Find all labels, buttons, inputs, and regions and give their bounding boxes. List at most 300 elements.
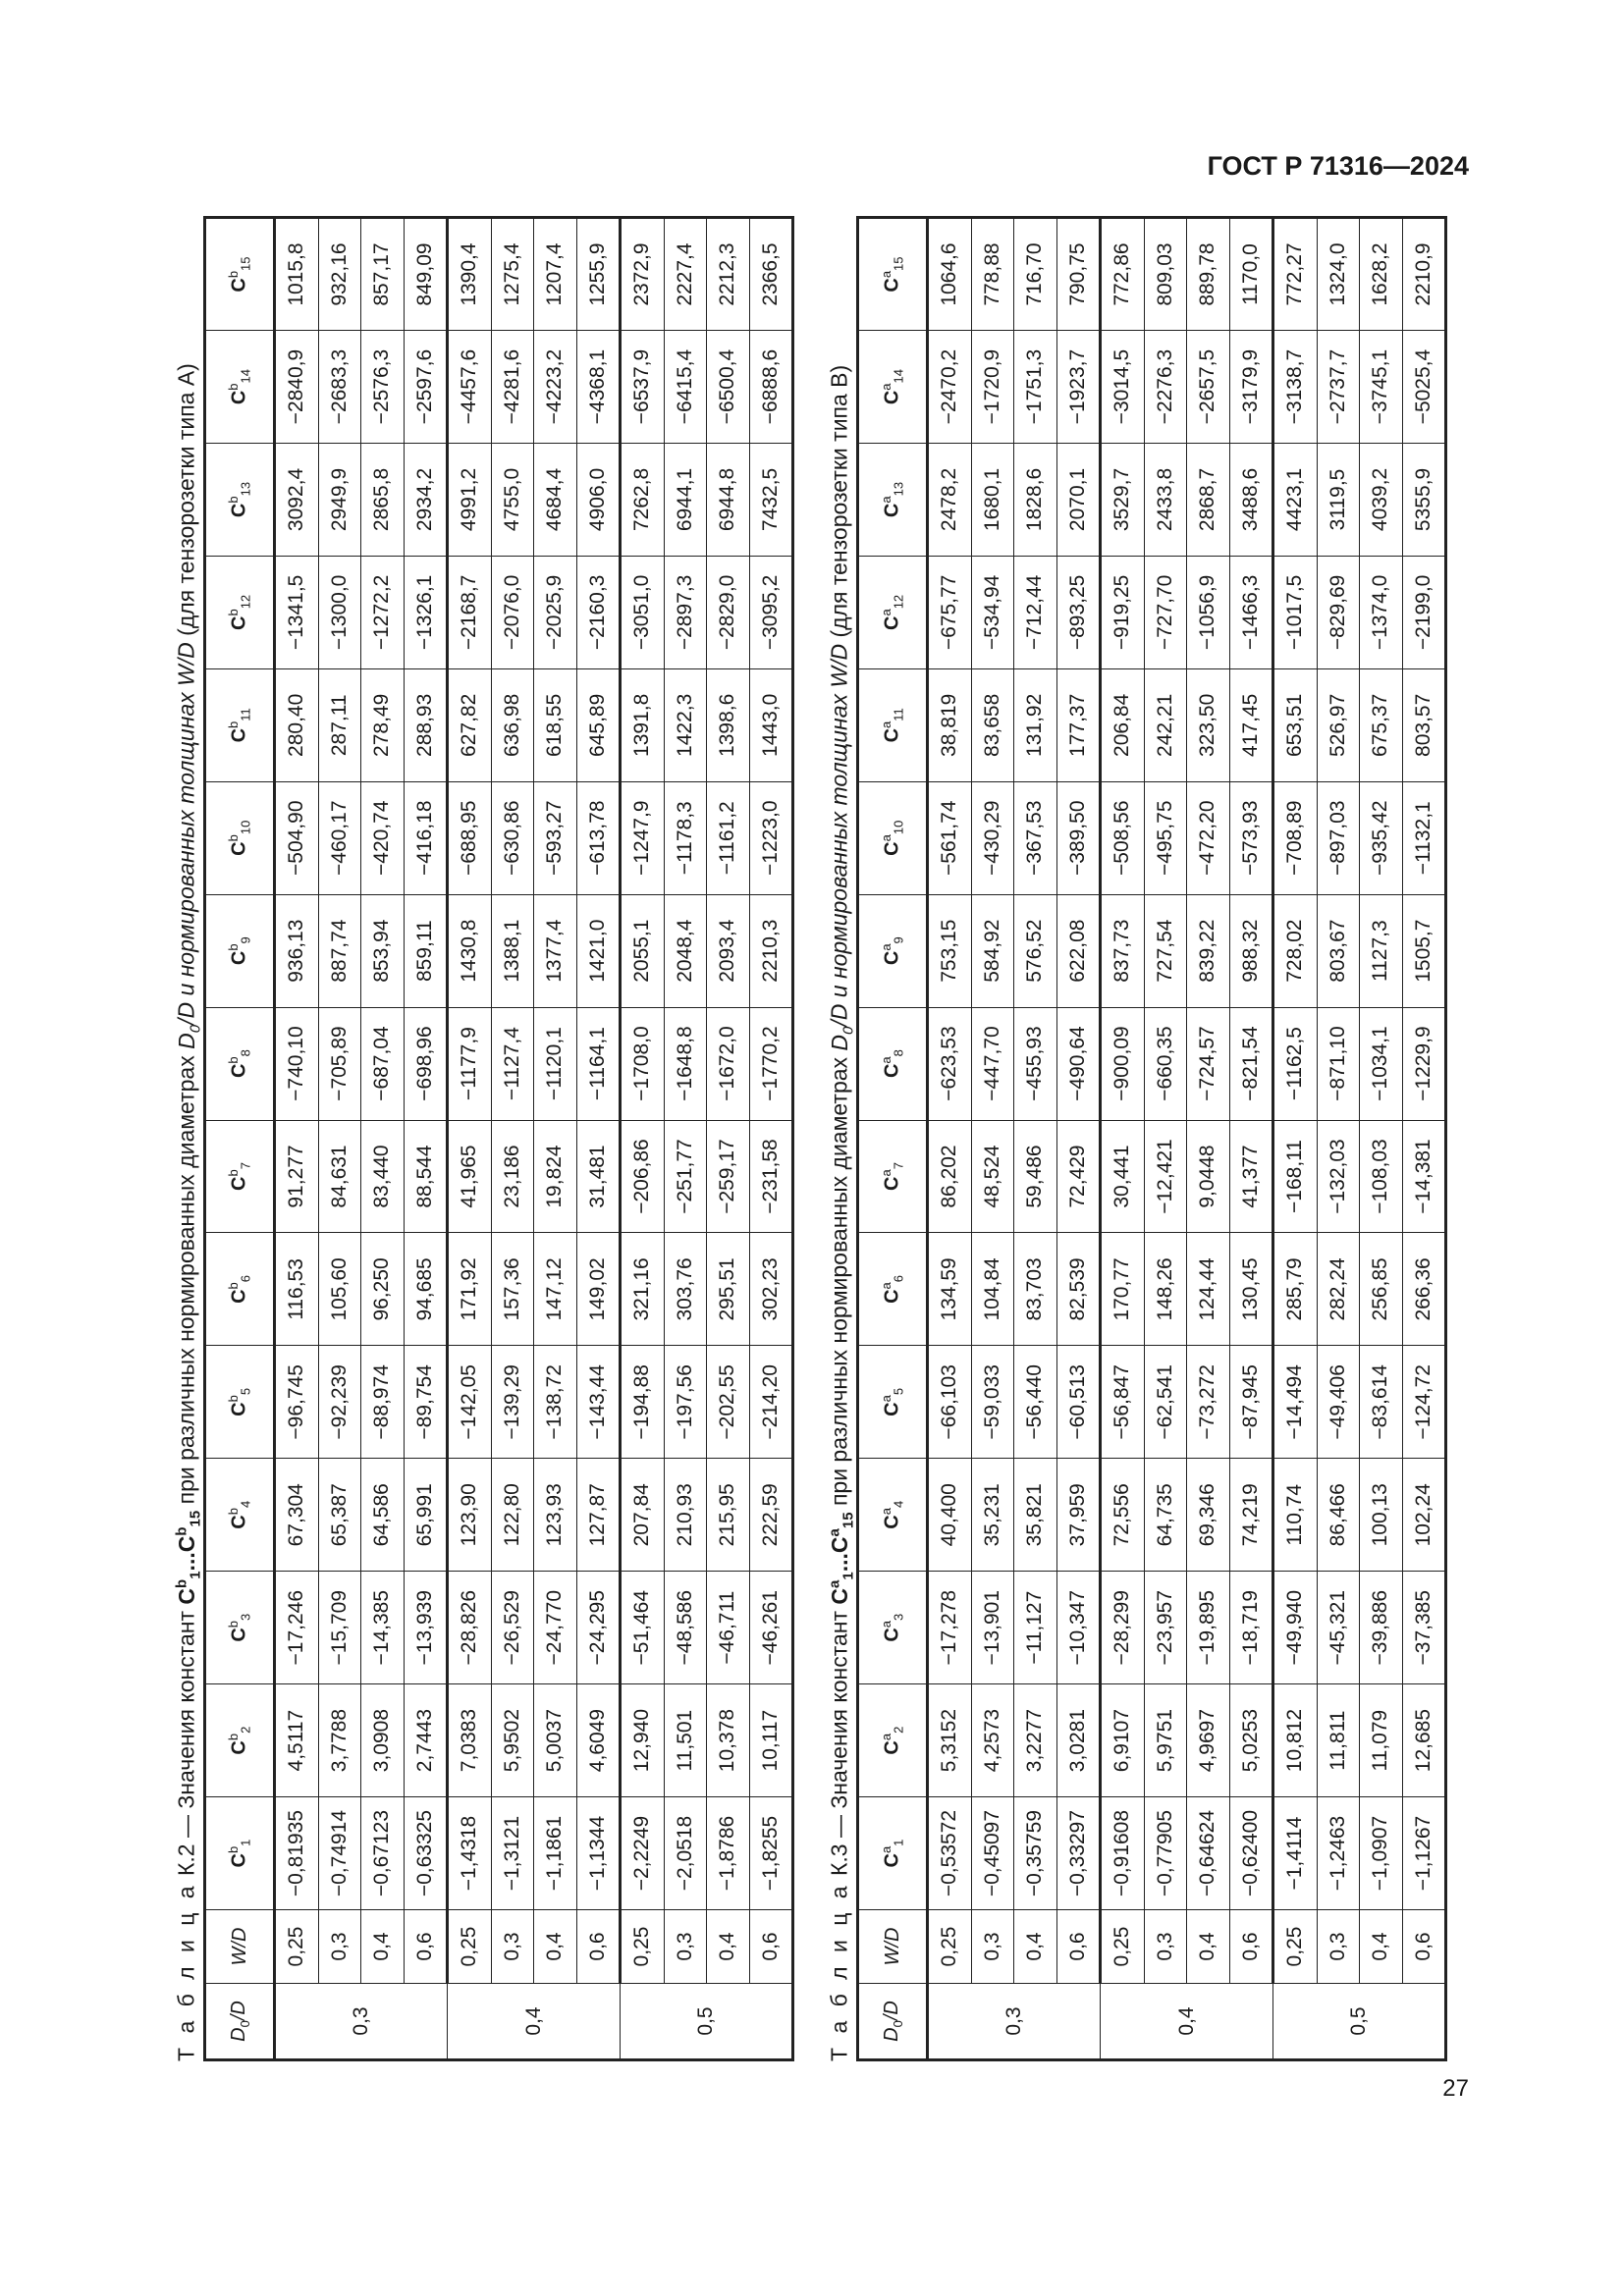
cell-value: −1272,2 xyxy=(361,556,405,668)
col-header-c3: $C^a_3$ xyxy=(858,1572,928,1684)
col-header-wd: W/D xyxy=(858,1910,928,1984)
cell-value: −0,91608 xyxy=(1101,1797,1145,1910)
cell-value: −28,826 xyxy=(448,1572,492,1684)
cell-wd: 0,3 xyxy=(971,1910,1014,1984)
table-k2-block xyxy=(164,216,782,2061)
cell-value: 86,202 xyxy=(928,1120,972,1233)
cell-value: 110,74 xyxy=(1273,1459,1318,1572)
cell-value: 803,67 xyxy=(1317,894,1360,1007)
cell-value: −389,50 xyxy=(1056,781,1101,894)
cell-value: 4755,0 xyxy=(491,444,534,557)
table-row xyxy=(749,218,793,2060)
cell-value: 295,51 xyxy=(707,1233,750,1346)
cell-value: 1422,3 xyxy=(664,668,707,781)
caption-text-4: (для тензорозетки типа В) xyxy=(826,364,852,644)
cell-value: −3051,0 xyxy=(621,556,665,668)
col-header-c8: $C^a_8$ xyxy=(858,1007,928,1120)
cell-value: −1300,0 xyxy=(318,556,361,668)
cell-value: −897,03 xyxy=(1317,781,1360,894)
cell-value: 3,0281 xyxy=(1056,1684,1101,1797)
cell-value: −10,347 xyxy=(1056,1572,1101,1684)
cell-value: −0,77905 xyxy=(1144,1797,1187,1910)
cell-value: 105,60 xyxy=(318,1233,361,1346)
cell-value: −46,711 xyxy=(707,1572,750,1684)
cell-value: −2840,9 xyxy=(275,331,319,444)
table-body xyxy=(928,218,1446,2060)
cell-value: −1229,9 xyxy=(1402,1007,1446,1120)
cell-value: −6537,9 xyxy=(621,331,665,444)
cell-value: −1,8786 xyxy=(707,1797,750,1910)
cell-value: 3529,7 xyxy=(1101,444,1145,557)
cell-value: 622,08 xyxy=(1056,894,1101,1007)
caption-text-3: /D и нормированных толщинах xyxy=(826,687,852,1027)
cell-value: 288,93 xyxy=(404,668,448,781)
cell-value: 171,92 xyxy=(448,1233,492,1346)
cell-value: 1421,0 xyxy=(576,894,621,1007)
cell-value: 124,44 xyxy=(1187,1233,1230,1346)
cell-value: −708,89 xyxy=(1273,781,1318,894)
col-header-c4: $C^b_4$ xyxy=(205,1459,275,1572)
cell-value: −24,770 xyxy=(534,1572,577,1684)
cell-wd: 0,6 xyxy=(1229,1910,1273,1984)
cell-wd: 0,3 xyxy=(1144,1910,1187,1984)
cell-value: −1,3121 xyxy=(491,1797,534,1910)
col-header-c3: $C^b_3$ xyxy=(205,1572,275,1684)
table-row xyxy=(534,218,577,2060)
cell-value: −935,42 xyxy=(1360,781,1403,894)
table-row xyxy=(1317,218,1360,2060)
cell-value: 31,481 xyxy=(576,1120,621,1233)
col-header-c5: $C^a_5$ xyxy=(858,1346,928,1459)
cell-value: −259,17 xyxy=(707,1120,750,1233)
cell-value: −6888,6 xyxy=(749,331,793,444)
cell-value: −56,440 xyxy=(1014,1346,1057,1459)
cell-value: 11,501 xyxy=(664,1684,707,1797)
cell-value: 2055,1 xyxy=(621,894,665,1007)
cell-wd: 0,3 xyxy=(1317,1910,1360,1984)
cell-value: 1377,4 xyxy=(534,894,577,1007)
col-header-c14: $C^a_{14}$ xyxy=(858,331,928,444)
cell-value: 790,75 xyxy=(1056,218,1101,331)
cell-wd: 0,25 xyxy=(928,1910,972,1984)
cell-value: 35,231 xyxy=(971,1459,1014,1572)
caption-prefix: Т а б л и ц а xyxy=(173,1882,199,2061)
col-header-c7: $C^a_7$ xyxy=(858,1120,928,1233)
cell-value: 5,3152 xyxy=(928,1684,972,1797)
cell-value: 123,93 xyxy=(534,1459,577,1572)
cell-value: −2160,3 xyxy=(576,556,621,668)
table-row xyxy=(1056,218,1101,2060)
cell-wd: 0,3 xyxy=(318,1910,361,1984)
cell-value: 41,965 xyxy=(448,1120,492,1233)
cell-value: −39,886 xyxy=(1360,1572,1403,1684)
cell-value: −214,20 xyxy=(749,1346,793,1459)
cell-value: 1170,0 xyxy=(1229,218,1273,331)
cell-value: −1178,3 xyxy=(664,781,707,894)
col-header-c11: $C^b_{11}$ xyxy=(205,668,275,781)
table-row xyxy=(971,218,1014,2060)
cell-value: −472,20 xyxy=(1187,781,1230,894)
cell-value: −1466,3 xyxy=(1229,556,1273,668)
table-row xyxy=(1273,218,1318,2060)
cell-value: 4423,1 xyxy=(1273,444,1318,557)
cell-value: 104,84 xyxy=(971,1233,1014,1346)
cell-value: −0,64624 xyxy=(1187,1797,1230,1910)
caption-text-4: (для тензорозетки типа А) xyxy=(173,363,199,643)
cell-value: 321,16 xyxy=(621,1233,665,1346)
cell-value: 23,186 xyxy=(491,1120,534,1233)
cell-value: 12,940 xyxy=(621,1684,665,1797)
cell-value: 5,9751 xyxy=(1144,1684,1187,1797)
cell-value: 74,219 xyxy=(1229,1459,1273,1572)
cell-value: −698,96 xyxy=(404,1007,448,1120)
table-row xyxy=(361,218,405,2060)
cell-wd: 0,6 xyxy=(404,1910,448,1984)
cell-value: 48,524 xyxy=(971,1120,1014,1233)
cell-value: −1,1344 xyxy=(576,1797,621,1910)
cell-value: 2227,4 xyxy=(664,218,707,331)
cell-value: 222,59 xyxy=(749,1459,793,1572)
col-header-c12: $C^a_{12}$ xyxy=(858,556,928,668)
cell-value: −46,261 xyxy=(749,1572,793,1684)
cell-value: 41,377 xyxy=(1229,1120,1273,1233)
table-row xyxy=(1402,218,1446,2060)
table-caption xyxy=(164,216,203,2061)
cell-value: 1398,6 xyxy=(707,668,750,781)
cell-value: 280,40 xyxy=(275,668,319,781)
cell-value: −0,35759 xyxy=(1014,1797,1057,1910)
cell-value: 256,85 xyxy=(1360,1233,1403,1346)
caption-const: $C^a_1...C^a_{15}$ xyxy=(826,1512,857,1605)
cell-value: −0,74914 xyxy=(318,1797,361,1910)
cell-value: −3179,9 xyxy=(1229,331,1273,444)
cell-value: −88,974 xyxy=(361,1346,405,1459)
cell-value: −5025,4 xyxy=(1402,331,1446,444)
cell-value: −96,745 xyxy=(275,1346,319,1459)
cell-value: 1828,6 xyxy=(1014,444,1057,557)
col-header-wd: W/D xyxy=(205,1910,275,1984)
cell-value: −420,74 xyxy=(361,781,405,894)
cell-value: −0,62400 xyxy=(1229,1797,1273,1910)
cell-value: −4223,2 xyxy=(534,331,577,444)
cell-value: −1056,9 xyxy=(1187,556,1230,668)
cell-wd: 0,4 xyxy=(1360,1910,1403,1984)
table-k3 xyxy=(856,216,1447,2061)
cell-value: 210,93 xyxy=(664,1459,707,1572)
cell-value: 147,12 xyxy=(534,1233,577,1346)
cell-value: 2865,8 xyxy=(361,444,405,557)
cell-value: −1648,8 xyxy=(664,1007,707,1120)
cell-value: −194,88 xyxy=(621,1346,665,1459)
cell-value: 2048,4 xyxy=(664,894,707,1007)
cell-value: 636,98 xyxy=(491,668,534,781)
cell-value: −1177,9 xyxy=(448,1007,492,1120)
cell-value: 6944,1 xyxy=(664,444,707,557)
cell-value: 2070,1 xyxy=(1056,444,1101,557)
cell-value: −168,11 xyxy=(1273,1120,1318,1233)
table-row xyxy=(664,218,707,2060)
cell-value: 3,7788 xyxy=(318,1684,361,1797)
cell-value: −1017,5 xyxy=(1273,556,1318,668)
cell-value: 7,0383 xyxy=(448,1684,492,1797)
cell-value: −821,54 xyxy=(1229,1007,1273,1120)
cell-value: 3488,6 xyxy=(1229,444,1273,557)
cell-value: −2657,5 xyxy=(1187,331,1230,444)
cell-value: −59,033 xyxy=(971,1346,1014,1459)
cell-value: 4684,4 xyxy=(534,444,577,557)
cell-value: −2737,7 xyxy=(1317,331,1360,444)
cell-value: 887,74 xyxy=(318,894,361,1007)
cell-value: −504,90 xyxy=(275,781,319,894)
cell-value: −87,945 xyxy=(1229,1346,1273,1459)
cell-value: −3014,5 xyxy=(1101,331,1145,444)
cell-value: 839,22 xyxy=(1187,894,1230,1007)
cell-value: −51,464 xyxy=(621,1572,665,1684)
cell-value: 772,86 xyxy=(1101,218,1145,331)
cell-value: 837,73 xyxy=(1101,894,1145,1007)
cell-value: 10,812 xyxy=(1273,1684,1318,1797)
cell-value: 116,53 xyxy=(275,1233,319,1346)
cell-value: −623,53 xyxy=(928,1007,972,1120)
cell-wd: 0,25 xyxy=(448,1910,492,1984)
cell-value: −593,27 xyxy=(534,781,577,894)
cell-value: 584,92 xyxy=(971,894,1014,1007)
cell-value: −3745,1 xyxy=(1360,331,1403,444)
cell-value: −60,513 xyxy=(1056,1346,1101,1459)
cell-value: 2433,8 xyxy=(1144,444,1187,557)
cell-value: 1207,4 xyxy=(534,218,577,331)
col-header-d0d: $D_0/D$ xyxy=(205,1984,275,2060)
cell-value: −893,25 xyxy=(1056,556,1101,668)
cell-value: −430,29 xyxy=(971,781,1014,894)
cell-value: 2210,3 xyxy=(749,894,793,1007)
cell-value: 72,556 xyxy=(1101,1459,1145,1572)
cell-value: −675,77 xyxy=(928,556,972,668)
cell-value: 853,94 xyxy=(361,894,405,1007)
cell-value: 1127,3 xyxy=(1360,894,1403,1007)
cell-value: 10,117 xyxy=(749,1684,793,1797)
cell-value: −613,78 xyxy=(576,781,621,894)
cell-value: 728,02 xyxy=(1273,894,1318,1007)
cell-value: 2210,9 xyxy=(1402,218,1446,331)
cell-value: −13,939 xyxy=(404,1572,448,1684)
cell-value: 653,51 xyxy=(1273,668,1318,781)
cell-value: −2597,6 xyxy=(404,331,448,444)
col-header-c5: $C^b_5$ xyxy=(205,1346,275,1459)
cell-value: −6500,4 xyxy=(707,331,750,444)
cell-value: −727,70 xyxy=(1144,556,1187,668)
cell-value: −26,529 xyxy=(491,1572,534,1684)
cell-value: 5,0253 xyxy=(1229,1684,1273,1797)
cell-value: −89,754 xyxy=(404,1346,448,1459)
col-header-c13: $C^a_{13}$ xyxy=(858,444,928,557)
cell-value: −1326,1 xyxy=(404,556,448,668)
cell-value: −2076,0 xyxy=(491,556,534,668)
cell-value: −2576,3 xyxy=(361,331,405,444)
cell-value: 1680,1 xyxy=(971,444,1014,557)
cell-value: 3119,5 xyxy=(1317,444,1360,557)
cell-value: −3095,2 xyxy=(749,556,793,668)
cell-d0d: 0,5 xyxy=(621,1984,793,2060)
cell-value: −197,56 xyxy=(664,1346,707,1459)
cell-value: −2025,9 xyxy=(534,556,577,668)
cell-value: 131,92 xyxy=(1014,668,1057,781)
cell-value: −18,719 xyxy=(1229,1572,1273,1684)
cell-value: 266,36 xyxy=(1402,1233,1446,1346)
cell-value: 4,6049 xyxy=(576,1684,621,1797)
cell-wd: 0,4 xyxy=(361,1910,405,1984)
cell-value: −138,72 xyxy=(534,1346,577,1459)
cell-value: −14,385 xyxy=(361,1572,405,1684)
cell-value: −455,93 xyxy=(1014,1007,1057,1120)
table-body xyxy=(275,218,793,2060)
cell-value: −561,74 xyxy=(928,781,972,894)
cell-value: 64,586 xyxy=(361,1459,405,1572)
col-header-c15: $C^b_{15}$ xyxy=(205,218,275,331)
cell-value: −1720,9 xyxy=(971,331,1014,444)
caption-text-1: — Значения констант xyxy=(826,1604,852,1844)
cell-value: 1324,0 xyxy=(1317,218,1360,331)
cell-value: 84,631 xyxy=(318,1120,361,1233)
table-row xyxy=(621,218,665,2060)
cell-value: 59,486 xyxy=(1014,1120,1057,1233)
cell-value: 177,37 xyxy=(1056,668,1101,781)
cell-value: −0,45097 xyxy=(971,1797,1014,1910)
cell-value: 778,88 xyxy=(971,218,1014,331)
cell-value: 72,429 xyxy=(1056,1120,1101,1233)
caption-number: К.3 xyxy=(826,1843,852,1877)
cell-value: −23,957 xyxy=(1144,1572,1187,1684)
cell-value: 1388,1 xyxy=(491,894,534,1007)
caption-text-3: /D и нормированных толщинах xyxy=(173,685,199,1025)
cell-value: −1,4114 xyxy=(1273,1797,1318,1910)
table-row xyxy=(1229,218,1273,2060)
header-row xyxy=(205,218,275,2060)
cell-value: 149,02 xyxy=(576,1233,621,1346)
col-header-c1: $C^b_1$ xyxy=(205,1797,275,1910)
cell-value: −1,2463 xyxy=(1317,1797,1360,1910)
cell-value: 753,15 xyxy=(928,894,972,1007)
cell-value: −829,69 xyxy=(1317,556,1360,668)
table-k2 xyxy=(203,216,794,2061)
cell-wd: 0,25 xyxy=(1101,1910,1145,1984)
cell-value: 849,09 xyxy=(404,218,448,331)
cell-value: 2372,9 xyxy=(621,218,665,331)
cell-value: 37,959 xyxy=(1056,1459,1101,1572)
cell-d0d: 0,5 xyxy=(1273,1984,1446,2060)
page-header: ГОСТ Р 71316—2024 xyxy=(1207,151,1469,181)
cell-value: −740,10 xyxy=(275,1007,319,1120)
cell-value: −142,05 xyxy=(448,1346,492,1459)
cell-value: −0,67123 xyxy=(361,1797,405,1910)
cell-value: 4991,2 xyxy=(448,444,492,557)
cell-value: −14,494 xyxy=(1273,1346,1318,1459)
cell-value: 12,685 xyxy=(1402,1684,1446,1797)
cell-value: −712,44 xyxy=(1014,556,1057,668)
cell-value: −2897,3 xyxy=(664,556,707,668)
cell-value: −17,246 xyxy=(275,1572,319,1684)
cell-value: 83,658 xyxy=(971,668,1014,781)
cell-value: −367,53 xyxy=(1014,781,1057,894)
cell-value: −12,421 xyxy=(1144,1120,1187,1233)
cell-value: 936,13 xyxy=(275,894,319,1007)
caption-d: $D_0$ xyxy=(173,1024,204,1049)
cell-d0d: 0,3 xyxy=(928,1984,1101,2060)
cell-value: 278,49 xyxy=(361,668,405,781)
cell-value: 67,304 xyxy=(275,1459,319,1572)
cell-value: 932,16 xyxy=(318,218,361,331)
cell-value: 302,23 xyxy=(749,1233,793,1346)
cell-value: −1770,2 xyxy=(749,1007,793,1120)
cell-value: 19,824 xyxy=(534,1120,577,1233)
cell-value: −108,03 xyxy=(1360,1120,1403,1233)
cell-value: 3,2277 xyxy=(1014,1684,1057,1797)
cell-value: 148,26 xyxy=(1144,1233,1187,1346)
cell-value: 170,77 xyxy=(1101,1233,1145,1346)
cell-value: −495,75 xyxy=(1144,781,1187,894)
cell-value: −0,33297 xyxy=(1056,1797,1101,1910)
cell-value: −2199,0 xyxy=(1402,556,1446,668)
cell-wd: 0,25 xyxy=(621,1910,665,1984)
cell-value: 35,821 xyxy=(1014,1459,1057,1572)
table-row xyxy=(1144,218,1187,2060)
cell-value: 1443,0 xyxy=(749,668,793,781)
cell-value: 6,9107 xyxy=(1101,1684,1145,1797)
cell-value: −202,55 xyxy=(707,1346,750,1459)
cell-value: −0,53572 xyxy=(928,1797,972,1910)
table-row xyxy=(1360,218,1403,2060)
col-header-c8: $C^b_8$ xyxy=(205,1007,275,1120)
cell-value: −2470,2 xyxy=(928,331,972,444)
cell-value: −534,94 xyxy=(971,556,1014,668)
cell-value: −687,04 xyxy=(361,1007,405,1120)
cell-value: −688,95 xyxy=(448,781,492,894)
cell-value: −2276,3 xyxy=(1144,331,1187,444)
table-k3-block xyxy=(817,216,1435,2061)
cell-d0d: 0,4 xyxy=(448,1984,621,2060)
cell-value: −143,44 xyxy=(576,1346,621,1459)
col-header-c9: $C^b_9$ xyxy=(205,894,275,1007)
cell-value: 65,387 xyxy=(318,1459,361,1572)
cell-value: −132,03 xyxy=(1317,1120,1360,1233)
cell-value: 1275,4 xyxy=(491,218,534,331)
cell-value: 287,11 xyxy=(318,668,361,781)
cell-value: 9,0448 xyxy=(1187,1120,1230,1233)
table-row xyxy=(275,218,319,2060)
cell-value: −871,10 xyxy=(1317,1007,1360,1120)
col-header-c2: $C^a_2$ xyxy=(858,1684,928,1797)
cell-value: 134,59 xyxy=(928,1233,972,1346)
table-row xyxy=(1014,218,1057,2060)
cell-value: 675,37 xyxy=(1360,668,1403,781)
cell-value: −19,895 xyxy=(1187,1572,1230,1684)
cell-value: −66,103 xyxy=(928,1346,972,1459)
cell-value: 88,544 xyxy=(404,1120,448,1233)
cell-value: 3092,4 xyxy=(275,444,319,557)
cell-value: 803,57 xyxy=(1402,668,1446,781)
cell-value: −1223,0 xyxy=(749,781,793,894)
table-row xyxy=(318,218,361,2060)
cell-wd: 0,4 xyxy=(1187,1910,1230,1984)
cell-value: 11,811 xyxy=(1317,1684,1360,1797)
table-row xyxy=(707,218,750,2060)
cell-value: −2829,0 xyxy=(707,556,750,668)
cell-value: 859,11 xyxy=(404,894,448,1007)
cell-value: 206,84 xyxy=(1101,668,1145,781)
cell-value: −24,295 xyxy=(576,1572,621,1684)
col-header-c10: $C^a_{10}$ xyxy=(858,781,928,894)
cell-value: 323,50 xyxy=(1187,668,1230,781)
